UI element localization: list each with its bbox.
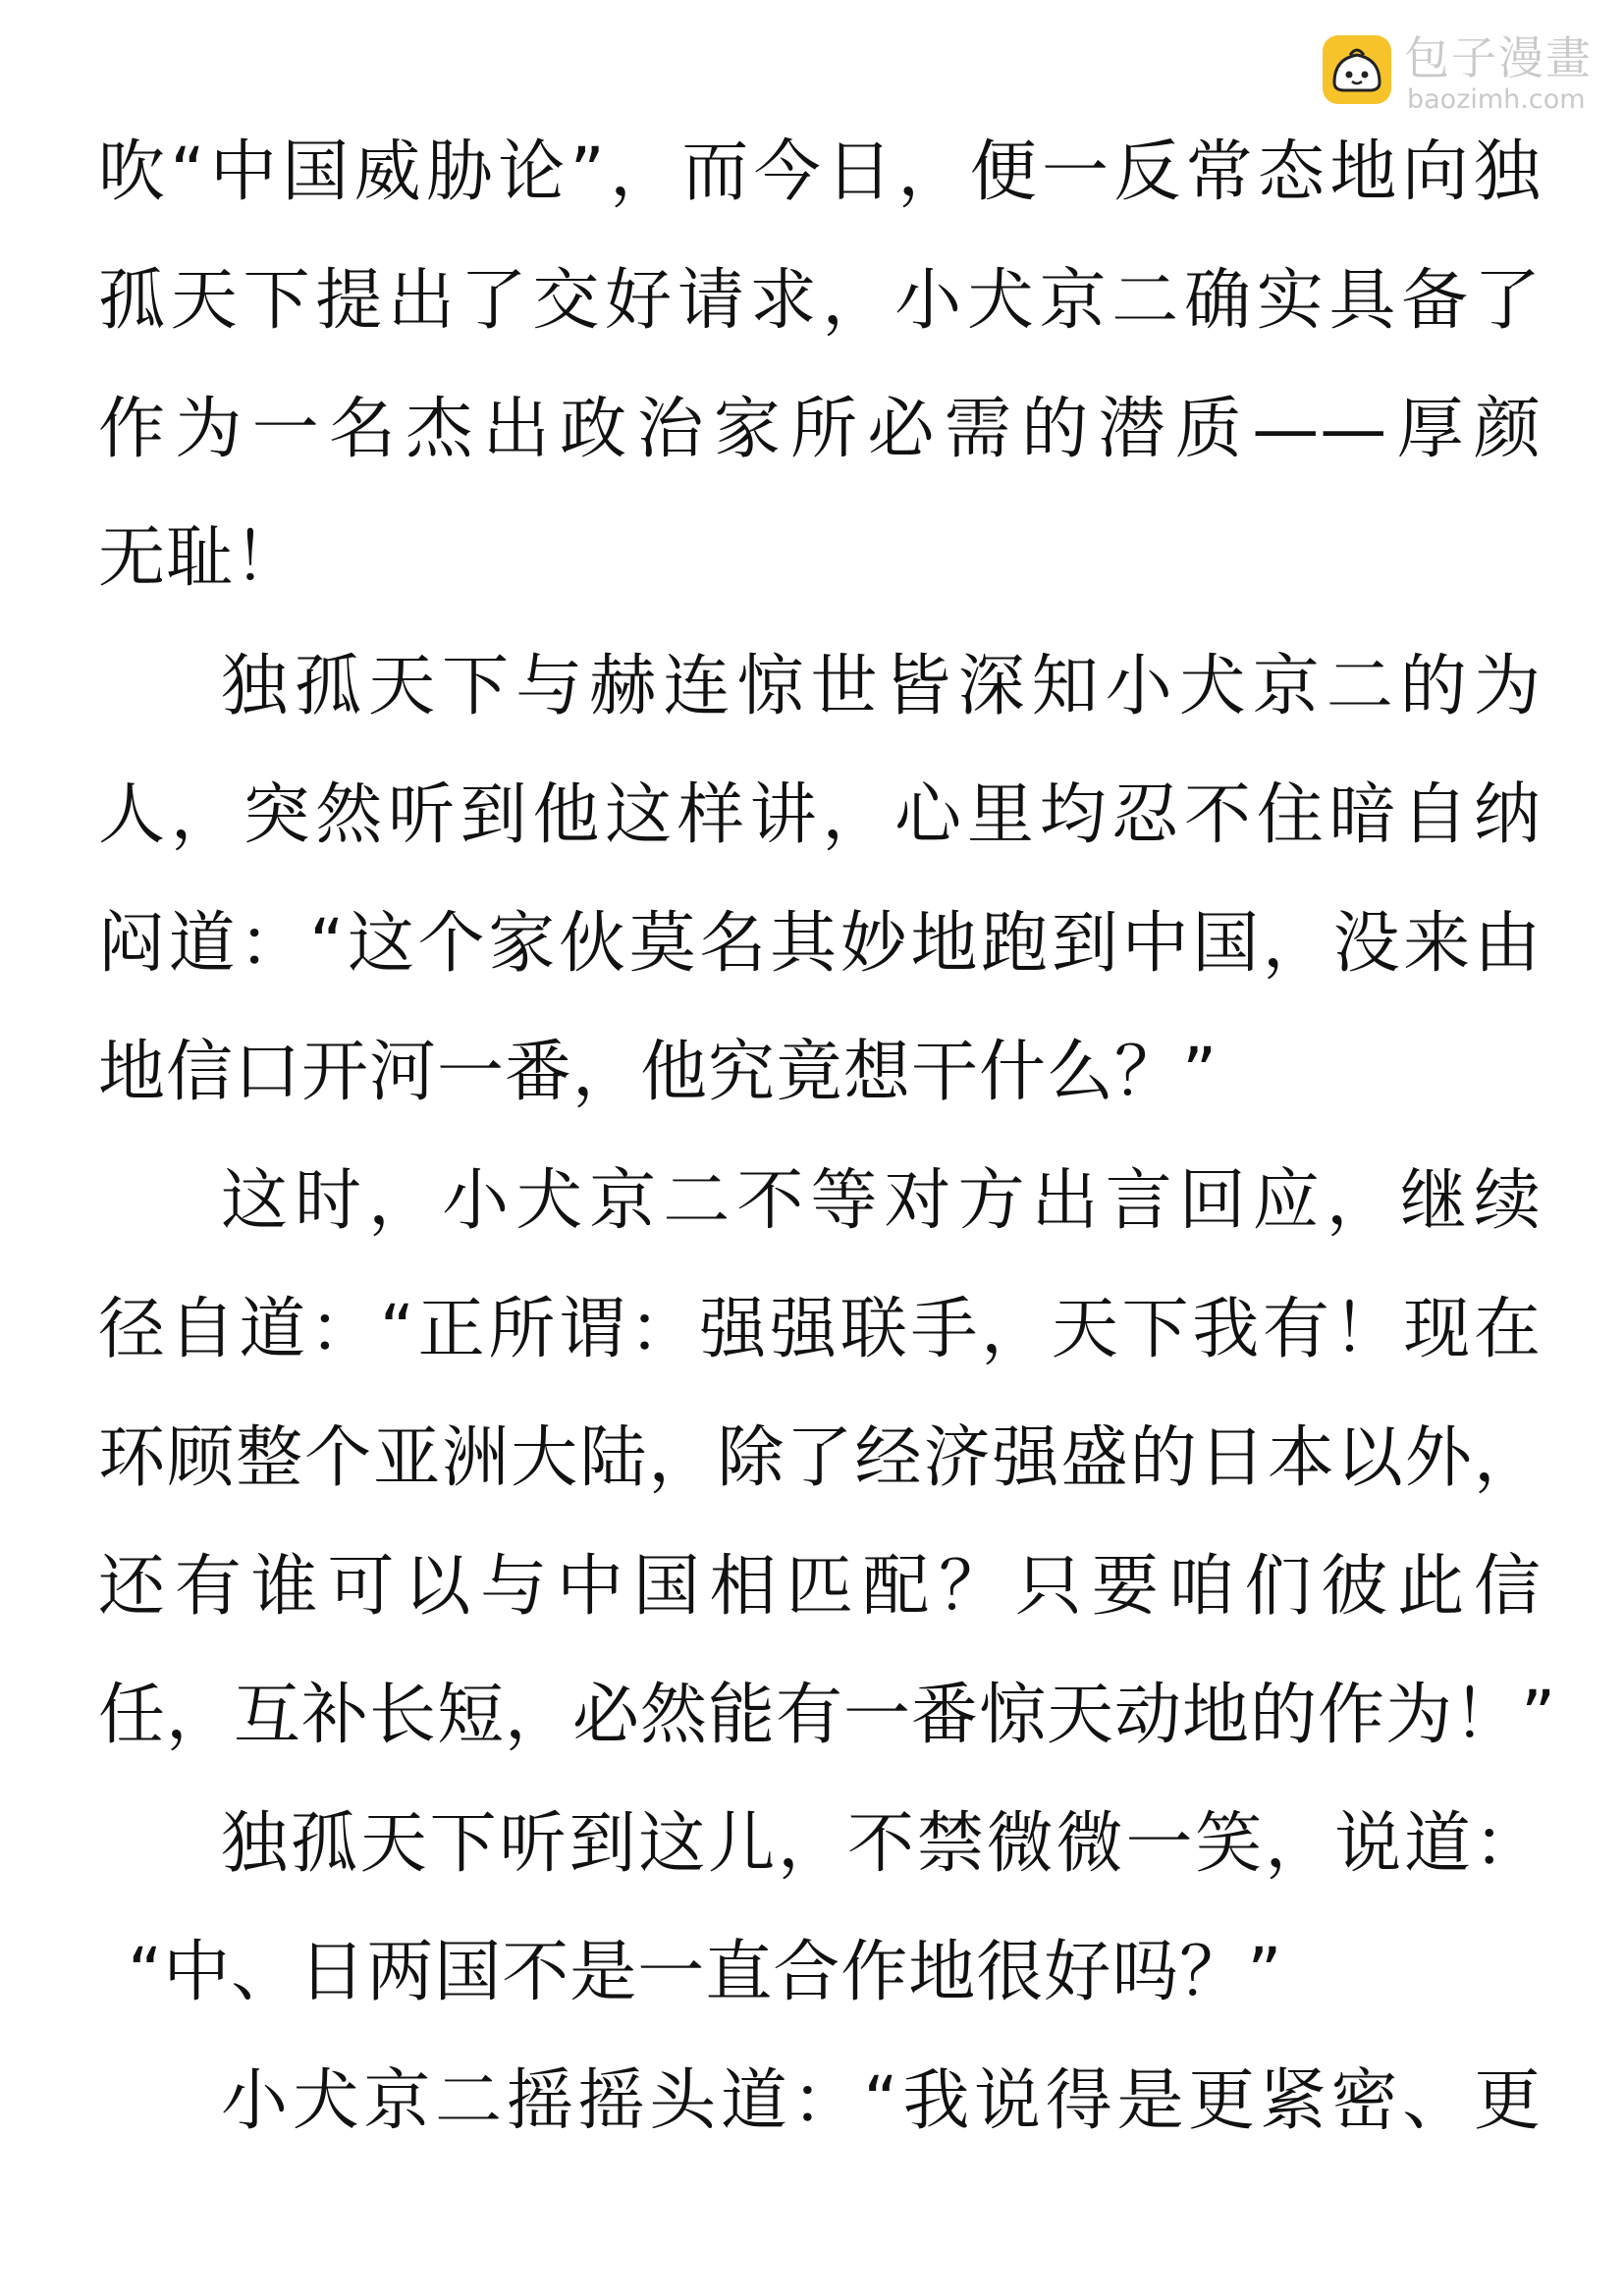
text-line: 环顾整个亚洲大陆，除了经济强盛的日本以外， bbox=[98, 1419, 1542, 1497]
text-line: 任，互补长短，必然能有一番惊天动地的作为！” bbox=[98, 1677, 1557, 1754]
text-line: 作为一名杰出政治家所必需的潜质——厚颜 bbox=[98, 391, 1542, 468]
watermark bbox=[1321, 29, 1615, 118]
text-line: 地信口开河一番，他究竟想干什么？” bbox=[98, 1034, 1218, 1111]
watermark-title: 包子漫畫 bbox=[1404, 31, 1593, 84]
text-line: 径自道：“正所谓：强强联手，天下我有！现在 bbox=[98, 1291, 1542, 1368]
text-line: “中、日两国不是一直合作地很好吗？” bbox=[128, 1934, 1283, 2011]
text-line: 无耻！ bbox=[98, 519, 302, 597]
text-line: 这时，小犬京二不等对方出言回应，继续 bbox=[221, 1162, 1542, 1240]
text-line: 独孤天下听到这儿，不禁微微一笑，说道： bbox=[221, 1805, 1542, 1883]
text-line: 独孤天下与赫连惊世皆深知小犬京二的为 bbox=[221, 648, 1542, 725]
text-line: 人，突然听到他这样讲，心里均忍不住暗自纳 bbox=[98, 776, 1542, 854]
body-text bbox=[98, 128, 1557, 2185]
text-line: 闷道：“这个家伙莫名其妙地跑到中国，没来由 bbox=[98, 905, 1542, 983]
text-line: 吹“中国威胁论”，而今日，便一反常态地向独 bbox=[98, 133, 1542, 211]
text-line: 小犬京二摇摇头道：“我说得是更紧密、更 bbox=[221, 2062, 1542, 2140]
text-line: 孤天下提出了交好请求，小犬京二确实具备了 bbox=[98, 262, 1542, 340]
text-line: 还有谁可以与中国相匹配？只要咱们彼此信 bbox=[98, 1548, 1542, 1626]
bun-mascot-icon bbox=[1321, 33, 1393, 106]
watermark-url: baozimh.com bbox=[1407, 84, 1586, 115]
